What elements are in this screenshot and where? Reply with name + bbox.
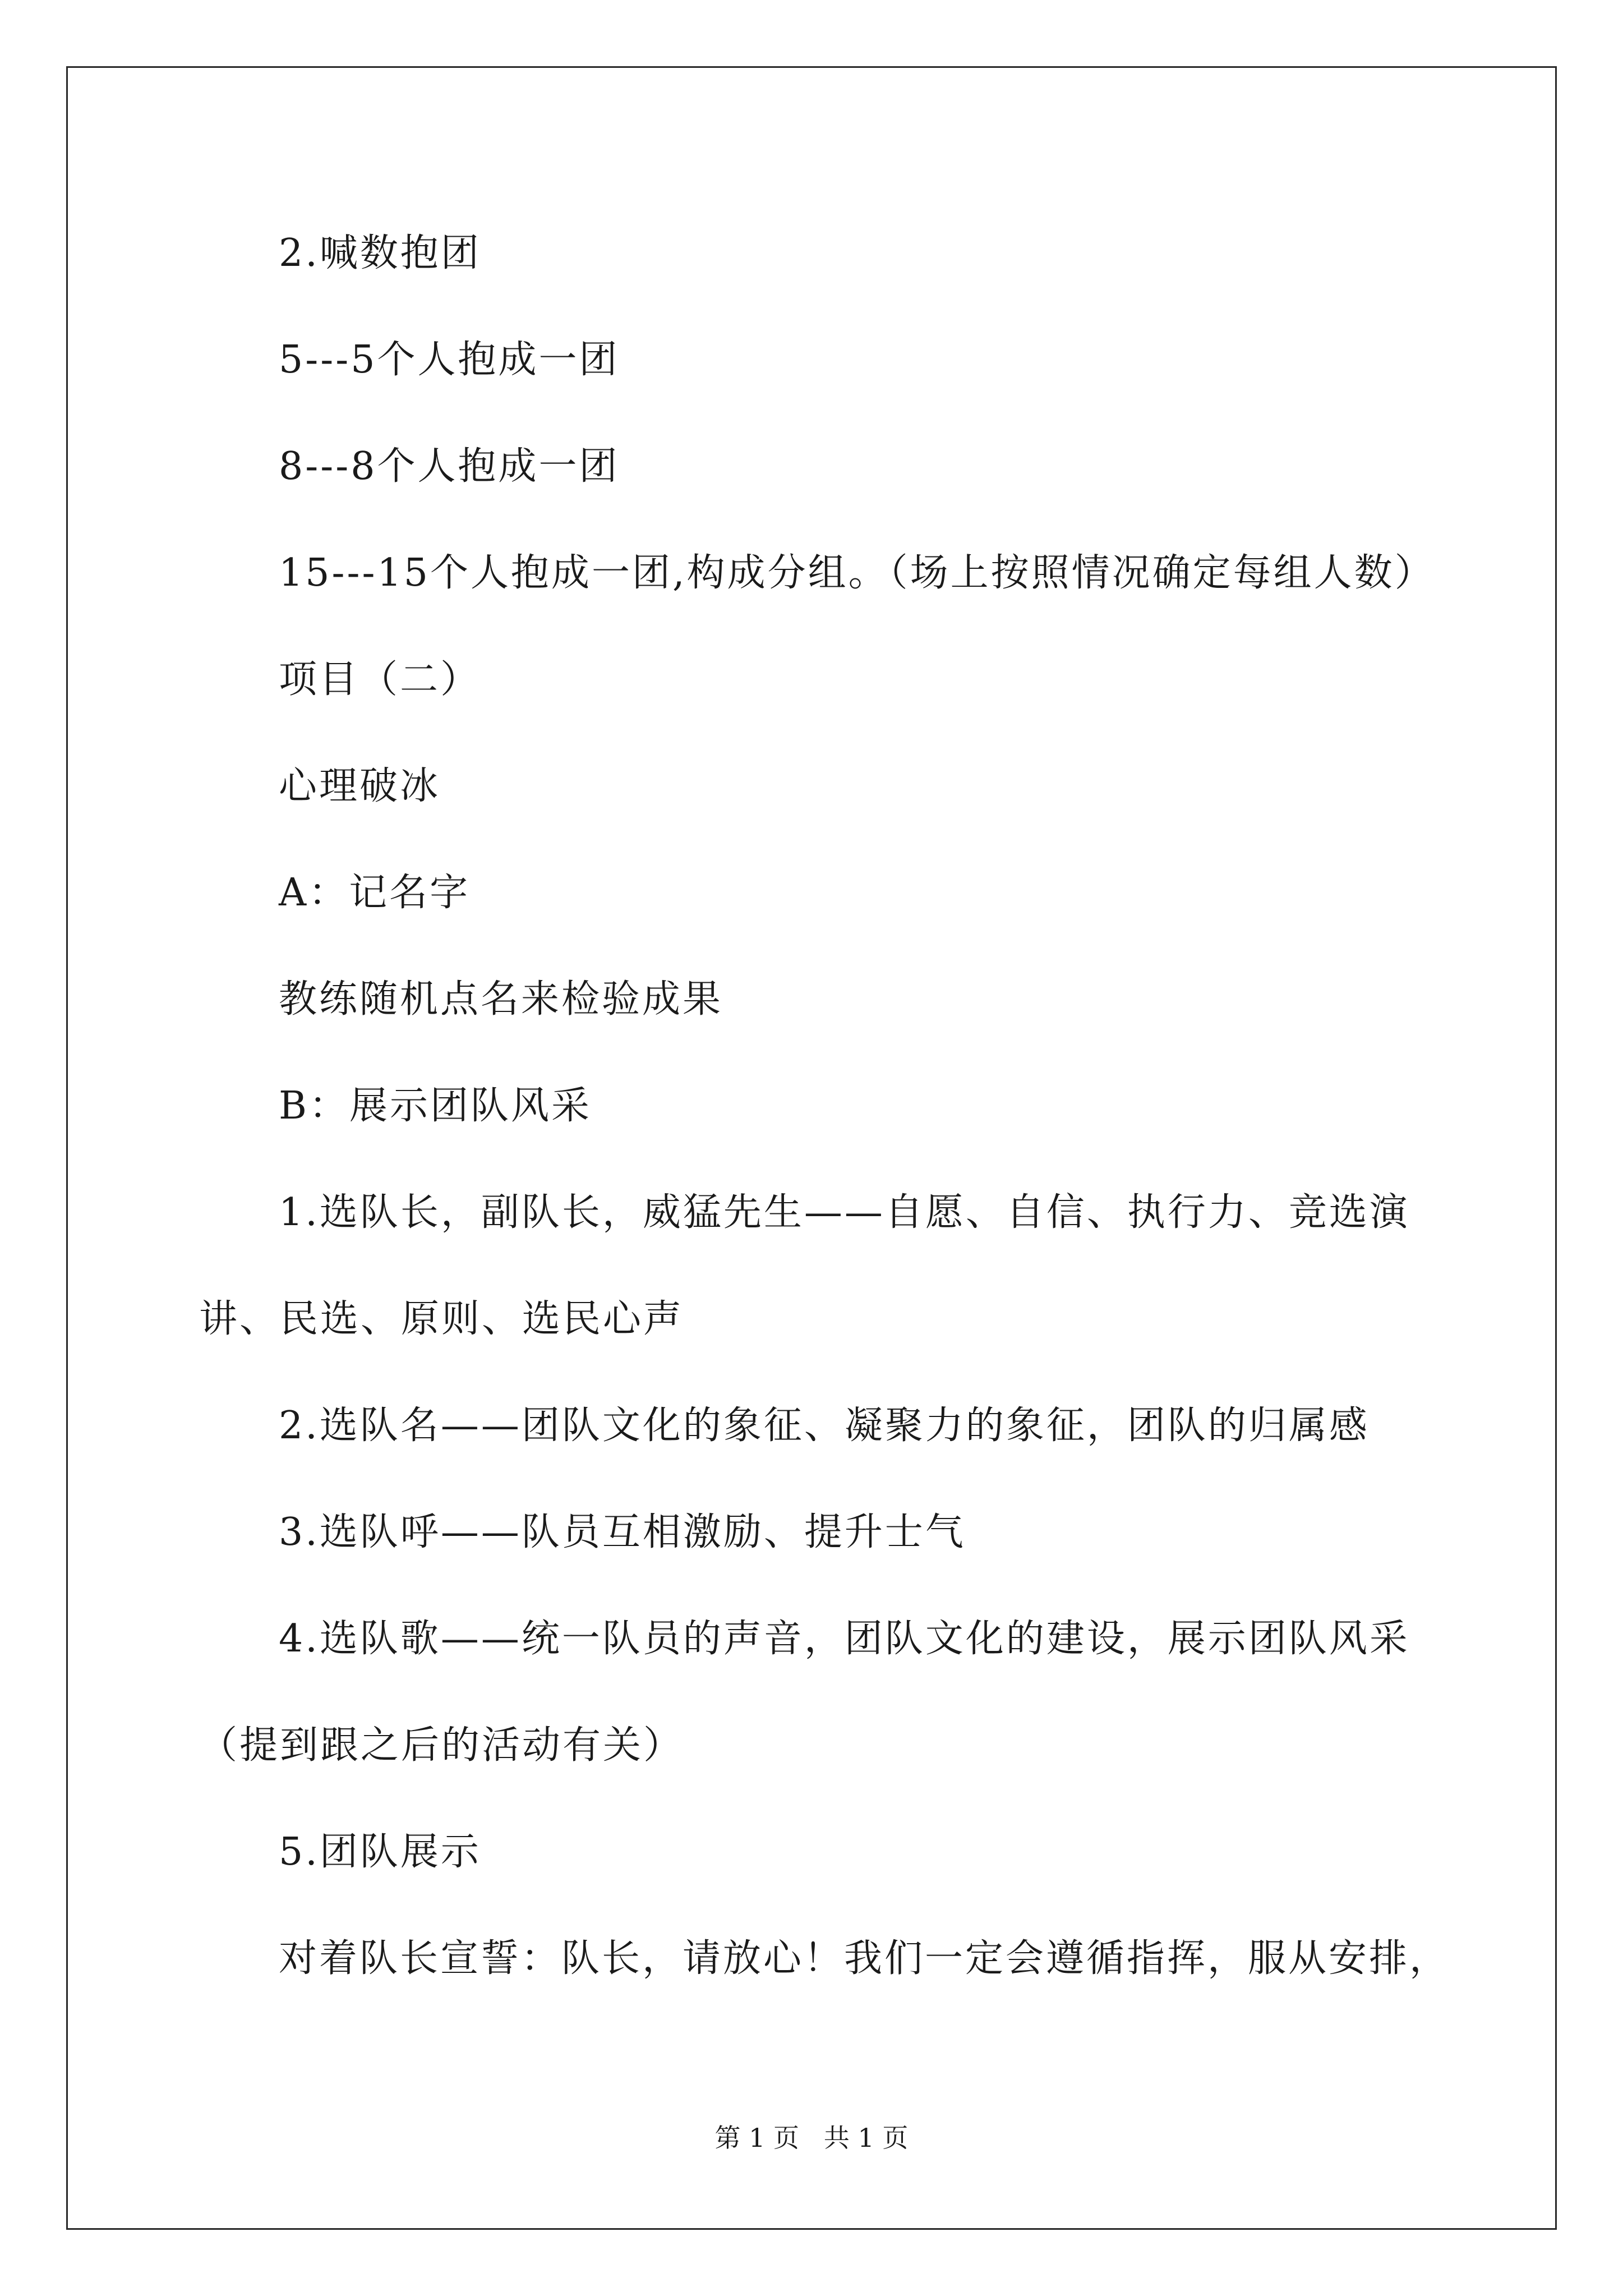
text-line: 2.喊数抱团 [279, 231, 481, 275]
page-number-footer: 第 1 页 共 1 页 [714, 2123, 909, 2153]
section-heading: 项目（二） [279, 657, 481, 702]
subheading: B：展示团队风采 [279, 1084, 592, 1128]
text-line: 1.选队长，副队长，威猛先生——自愿、自信、执行力、竞选演 [279, 1190, 1410, 1235]
text-line: 15---15个人抱成一团,构成分组。（场上按照情况确定每组人数） [279, 551, 1435, 595]
text-line: 心理破冰 [279, 764, 441, 808]
text-line: 4.选队歌——统一队员的声音，团队文化的建设，展示团队风采 [279, 1617, 1410, 1661]
text-line: 8---8个人抱成一团 [279, 444, 620, 489]
page-border [66, 66, 1557, 2230]
text-line: 5.团队展示 [279, 1830, 481, 1874]
text-line: 5---5个人抱成一团 [279, 338, 620, 382]
text-line: 3.选队呼——队员互相激励、提升士气 [279, 1510, 966, 1554]
text-line: 教练随机点名来检验成果 [279, 977, 723, 1022]
subheading: A：记名字 [279, 871, 471, 915]
text-line-continuation: 讲、民选、原则、选民心声 [199, 1297, 684, 1341]
text-line-continuation: （提到跟之后的活动有关） [199, 1723, 684, 1768]
text-line: 2.选队名——团队文化的象征、凝聚力的象征，团队的归属感 [279, 1404, 1370, 1448]
text-line: 对着队长宣誓：队长，请放心！我们一定会遵循指挥，服从安排， [279, 1936, 1450, 1981]
